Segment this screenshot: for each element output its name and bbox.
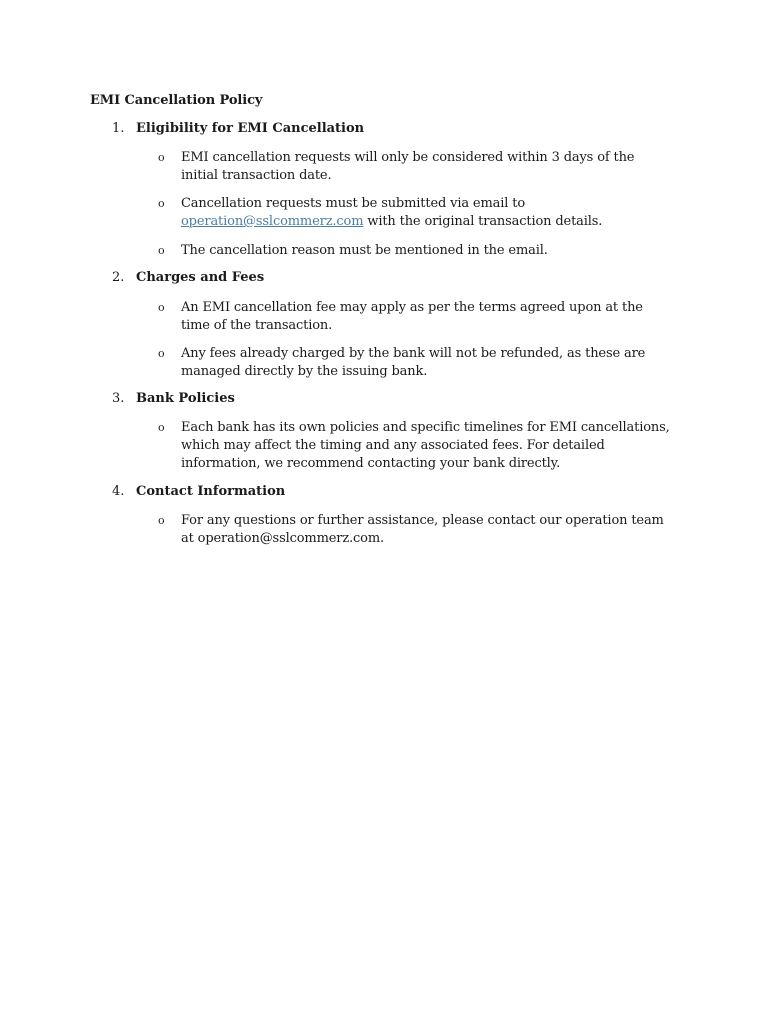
section-heading [0, 483, 768, 501]
section-heading [0, 120, 768, 138]
list-item-text-after: with the original transaction details. [363, 214, 603, 229]
list-item-text: An EMI cancellation fee may apply as per the terms agreed upon at the time of the transaction. [181, 300, 643, 333]
bullet-marker: o [158, 347, 165, 360]
section-heading [0, 269, 768, 287]
section-title: Charges and Fees [136, 270, 265, 285]
document-title: EMI Cancellation Policy [90, 93, 263, 108]
bullet-marker: o [158, 151, 165, 164]
list-item-text-before: Cancellation requests must be submitted via email to [181, 196, 525, 211]
section-number: 4. [112, 484, 125, 499]
bullet-marker: o [158, 244, 165, 257]
list-item-text: Each bank has its own policies and specific timelines for EMI cancellations, which may affect the timing and any associated fees. For detailed information, we recommend contacting your bank directly. [181, 420, 670, 471]
list-item-text: For any questions or further assistance, please contact our operation team at operation@sslcommerz.com. [181, 513, 664, 546]
bullet-marker: o [158, 421, 165, 434]
section-number: 3. [112, 391, 125, 406]
bullet-marker: o [158, 197, 165, 210]
section-title: Eligibility for EMI Cancellation [136, 121, 365, 136]
list-item-text: EMI cancellation requests will only be considered within 3 days of the initial transaction date. [181, 150, 635, 183]
section-heading [0, 390, 768, 408]
section-title: Contact Information [136, 484, 286, 499]
bullet-marker: o [158, 301, 165, 314]
section-number: 2. [112, 270, 125, 285]
email-link[interactable]: operation@sslcommerz.com [181, 214, 364, 229]
list-item-text [181, 195, 671, 231]
section-title: Bank Policies [136, 391, 235, 406]
section-number: 1. [112, 121, 125, 136]
bullet-marker: o [158, 514, 165, 527]
list-item-text: Any fees already charged by the bank will not be refunded, as these are managed directly by the issuing bank. [181, 346, 646, 379]
list-item-text: The cancellation reason must be mentioned in the email. [181, 243, 548, 258]
